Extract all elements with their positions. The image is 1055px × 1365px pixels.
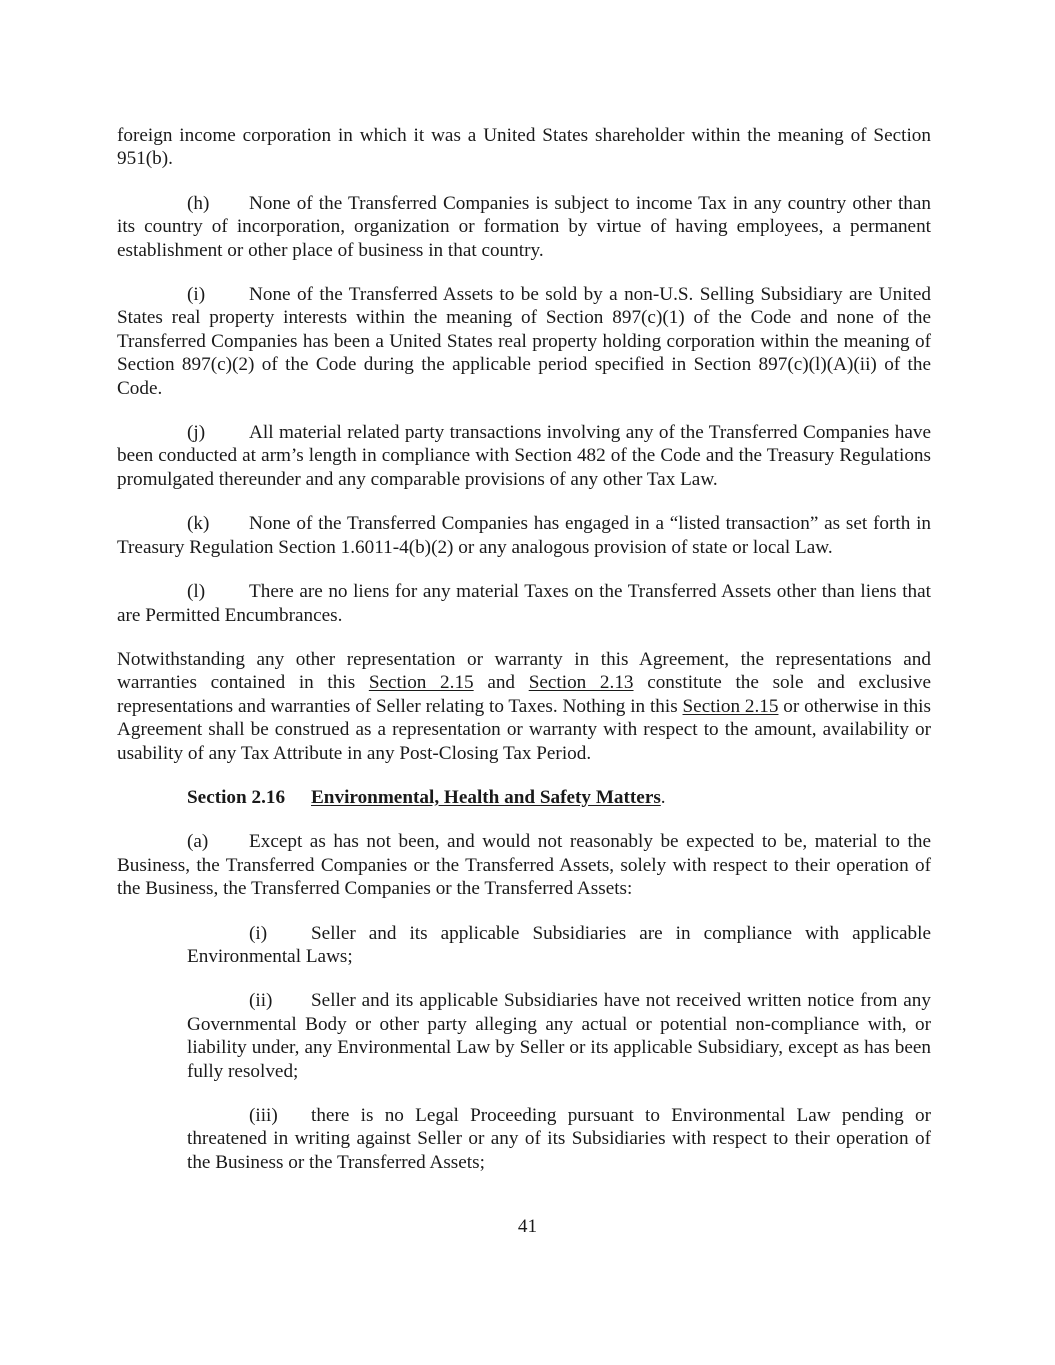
section-reference-link[interactable]: Section 2.13	[528, 672, 634, 694]
paragraph-j	[117, 421, 931, 491]
notwithstanding-paragraph	[117, 648, 931, 765]
section-reference-link[interactable]: Section 2.15	[368, 672, 474, 694]
page-number: 41	[517, 1216, 538, 1237]
paragraph-g-continuation: foreign income corporation in which it was a United States shareholder within the meaning of Section 951(b).	[117, 125, 931, 170]
paragraph-label: (j)	[187, 422, 206, 444]
subparagraph-label: (i)	[249, 922, 268, 944]
paragraph-a	[117, 830, 931, 900]
subparagraph-label: (ii)	[249, 990, 273, 1012]
paragraph-label: (h)	[187, 192, 210, 214]
paragraph-text: Except as has not been, and would not reasonably be expected to be, material to the Business, the Transferred Companies or the Transferred Assets, solely with respect to their operation of the Business, the Transferred Companies or the Transferred Assets:	[117, 831, 931, 900]
paragraph-text: There are no liens for any material Taxes on the Transferred Assets other than liens that are Permitted Encumbrances.	[117, 581, 931, 626]
paragraph-l	[117, 580, 931, 627]
subparagraph-text: Seller and its applicable Subsidiaries are in compliance with applicable Environmental Laws;	[187, 922, 931, 967]
paragraph-text: and	[473, 672, 529, 694]
paragraph-label: (i)	[187, 284, 206, 306]
section-title: Environmental, Health and Safety Matters	[311, 786, 661, 808]
subparagraph-i	[187, 922, 931, 969]
paragraph-text: None of the Transferred Companies has engaged in a “listed transaction” as set forth in Treasury Regulation Section 1.6011-4(b)(2) or any analogous provision of state or local Law.	[117, 513, 931, 558]
paragraph-label: (k)	[187, 513, 210, 535]
paragraph-text: Notwithstanding any other representation or warranty in this Agreement, the representations and warranties contained in this	[117, 648, 931, 694]
paragraph-text: All material related party transactions involving any of the Transferred Companies have been conducted at arm’s length in compliance with Section 482 of the Code and the Treasury Regulations promulgated thereunder and any comparable provisions of any other Tax Law.	[117, 422, 931, 490]
section-title-period: .	[660, 786, 666, 808]
paragraph-k	[117, 512, 931, 559]
section-number: Section 2.16	[187, 786, 286, 808]
section-heading	[187, 786, 931, 809]
subparagraph-text: Seller and its applicable Subsidiaries have not received written notice from any Governmental Body or other party alleging any actual or potential non-compliance with, or liability under, any Environmental Law by Seller or its applicable Subsidiary, except as has been fully resolved;	[187, 990, 931, 1082]
paragraph-text: None of the Transferred Assets to be sold by a non-U.S. Selling Subsidiary are United States real property interests within the meaning of Section 897(c)(1) of the Code and none of the Transferred Companies has been a United States real property holding corporation within the meaning of Section 897(c)(2) of the Code during the applicable period specified in Section 897(c)(l)(A)(ii) of the Code.	[117, 284, 931, 399]
paragraph-h	[117, 192, 931, 262]
subparagraph-label: (iii)	[249, 1105, 278, 1126]
paragraph-label: (l)	[187, 581, 206, 603]
subparagraph-ii	[187, 989, 931, 1083]
subparagraph-text: there is no Legal Proceeding pursuant to Environmental Law pending or threatened in writing against Seller or any of its Subsidiaries with respect to their operation of the Business or the Transferred Assets;	[187, 1105, 931, 1173]
paragraph-i	[117, 283, 931, 400]
section-reference-link[interactable]: Section 2.15	[682, 695, 779, 717]
paragraph-text: None of the Transferred Companies is subject to income Tax in any country other than its country of incorporation, organization or formation by virtue of having employees, a permanent establishment or other place of business in that country.	[117, 192, 931, 261]
paragraph-text: constitute the sole and exclusive representations and warranties of Seller relating to Taxes. Nothing in this	[117, 672, 931, 717]
subparagraph-iii	[187, 1104, 931, 1174]
paragraph-label: (a)	[187, 831, 209, 853]
document-page	[117, 124, 931, 1195]
paragraph-text: or otherwise in this Agreement shall be construed as a representation or warranty with respect to the amount, availability or usability of any Tax Attribute in any Post-Closing Tax Period.	[117, 695, 931, 764]
